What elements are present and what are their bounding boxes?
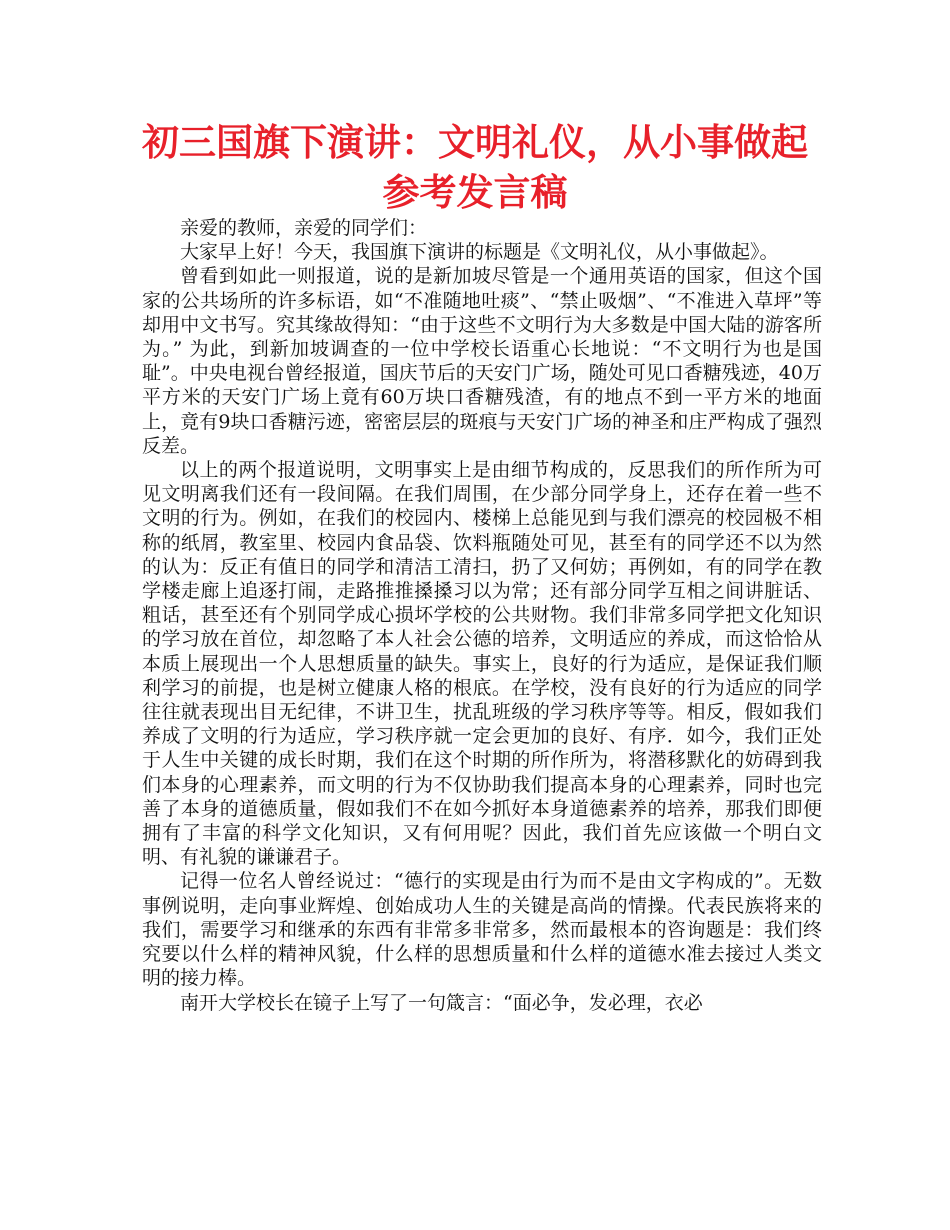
title-line-1: 初三国旗下演讲：文明礼仪，从小事做起 [142, 121, 808, 164]
salutation-paragraph: 亲爱的教师，亲爱的同学们： [180, 217, 428, 239]
body-paragraph: 记得一位名人曾经说过：“德行的实现是由行为而不是由文字构成的”。无数事例说明，走向事业辉煌、创始成功人生的关键是高尚的情操。代表民族将来的我们，需要学习和继承的东西有非常多非常多，然而最根本的咨询题是：我们终究要以什么样的精神风貌，什么样的思想质量和什么样的道德水准去接过人类文明的接力棒。 [142, 870, 822, 990]
speech-body [142, 216, 822, 1015]
title-line-2: 参考发言稿 [382, 171, 568, 214]
greeting-paragraph: 大家早上好！今天，我国旗下演讲的标题是《文明礼仪，从小事做起》。 [180, 241, 779, 264]
body-paragraph: 以上的两个报道说明，文明事实上是由细节构成的，反思我们的所作所为可见文明离我们还有一段间隔。在我们周围，在少部分同学身上，还存在着一些不文明的行为。例如，在我们的校园内、楼梯上总能见到与我们漂亮的校园极不相称的纸屑，教室里、校园内食品袋、饮料瓶随处可见，甚至有的同学还不以为然的认为：反正有值日的同学和清洁工清扫，扔了又何妨；再例如，有的同学在教学楼走廊上追逐打闹，走路推推搡搡习以为常；还有部分同学互相之间讲脏话、粗话，甚至还有个别同学成心损坏学校的公共财物。我们非常多同学把文化知识的学习放在首位，却忽略了本人社会公德的培养，文明适应的养成，而这恰恰从本质上展现出一个人思想质量的缺失。事实上，良好的行为适应，是保证我们顺利学习的前提，也是树立健康人格的根底。在学校，没有良好的行为适应的同学往往就表现出目无纪律，不讲卫生，扰乱班级的学习秩序等等。相反，假如我们养成了文明的行为适应，学习秩序就一定会更加的良好、有序．如今，我们正处于人生中关键的成长时期，我们在这个时期的所作所为，将潜移默化的妨碍到我们本身的心理素养，而文明的行为不仅协助我们提高本身的心理素养，同时也完善了本身的道德质量，假如我们不在如今抓好本身道德素养的培养，那我们即便拥有了丰富的科学文化知识，又有何用呢？因此，我们首先应该做一个明白文明、有礼貌的谦谦君子。 [142, 459, 822, 869]
body-paragraph: 曾看到如此一则报道，说的是新加坡尽管是一个通用英语的国家，但这个国家的公共场所的许多标语，如“不准随地吐痰”、“禁止吸烟”、“不准进入草坪”等却用中文书写。究其缘故得知：“由于这些不文明行为大多数是中国大陆的游客所为。” 为此，到新加坡调查的一位中学校长语重心长地说：“不文明行为也是国耻”。中央电视台曾经报道，国庆节后的天安门广场，随处可见口香糖残迹，40万平方米的天安门广场上竟有60万块口香糖残渣，有的地点不到一平方米的地面上，竟有9块口香糖污迹，密密层层的斑痕与天安门广场的神圣和庄严构成了强烈反差。 [142, 265, 822, 457]
document-title [100, 118, 850, 218]
body-paragraph: 南开大学校长在镜子上写了一句箴言：“面必争，发必理，衣必 [180, 991, 703, 1014]
